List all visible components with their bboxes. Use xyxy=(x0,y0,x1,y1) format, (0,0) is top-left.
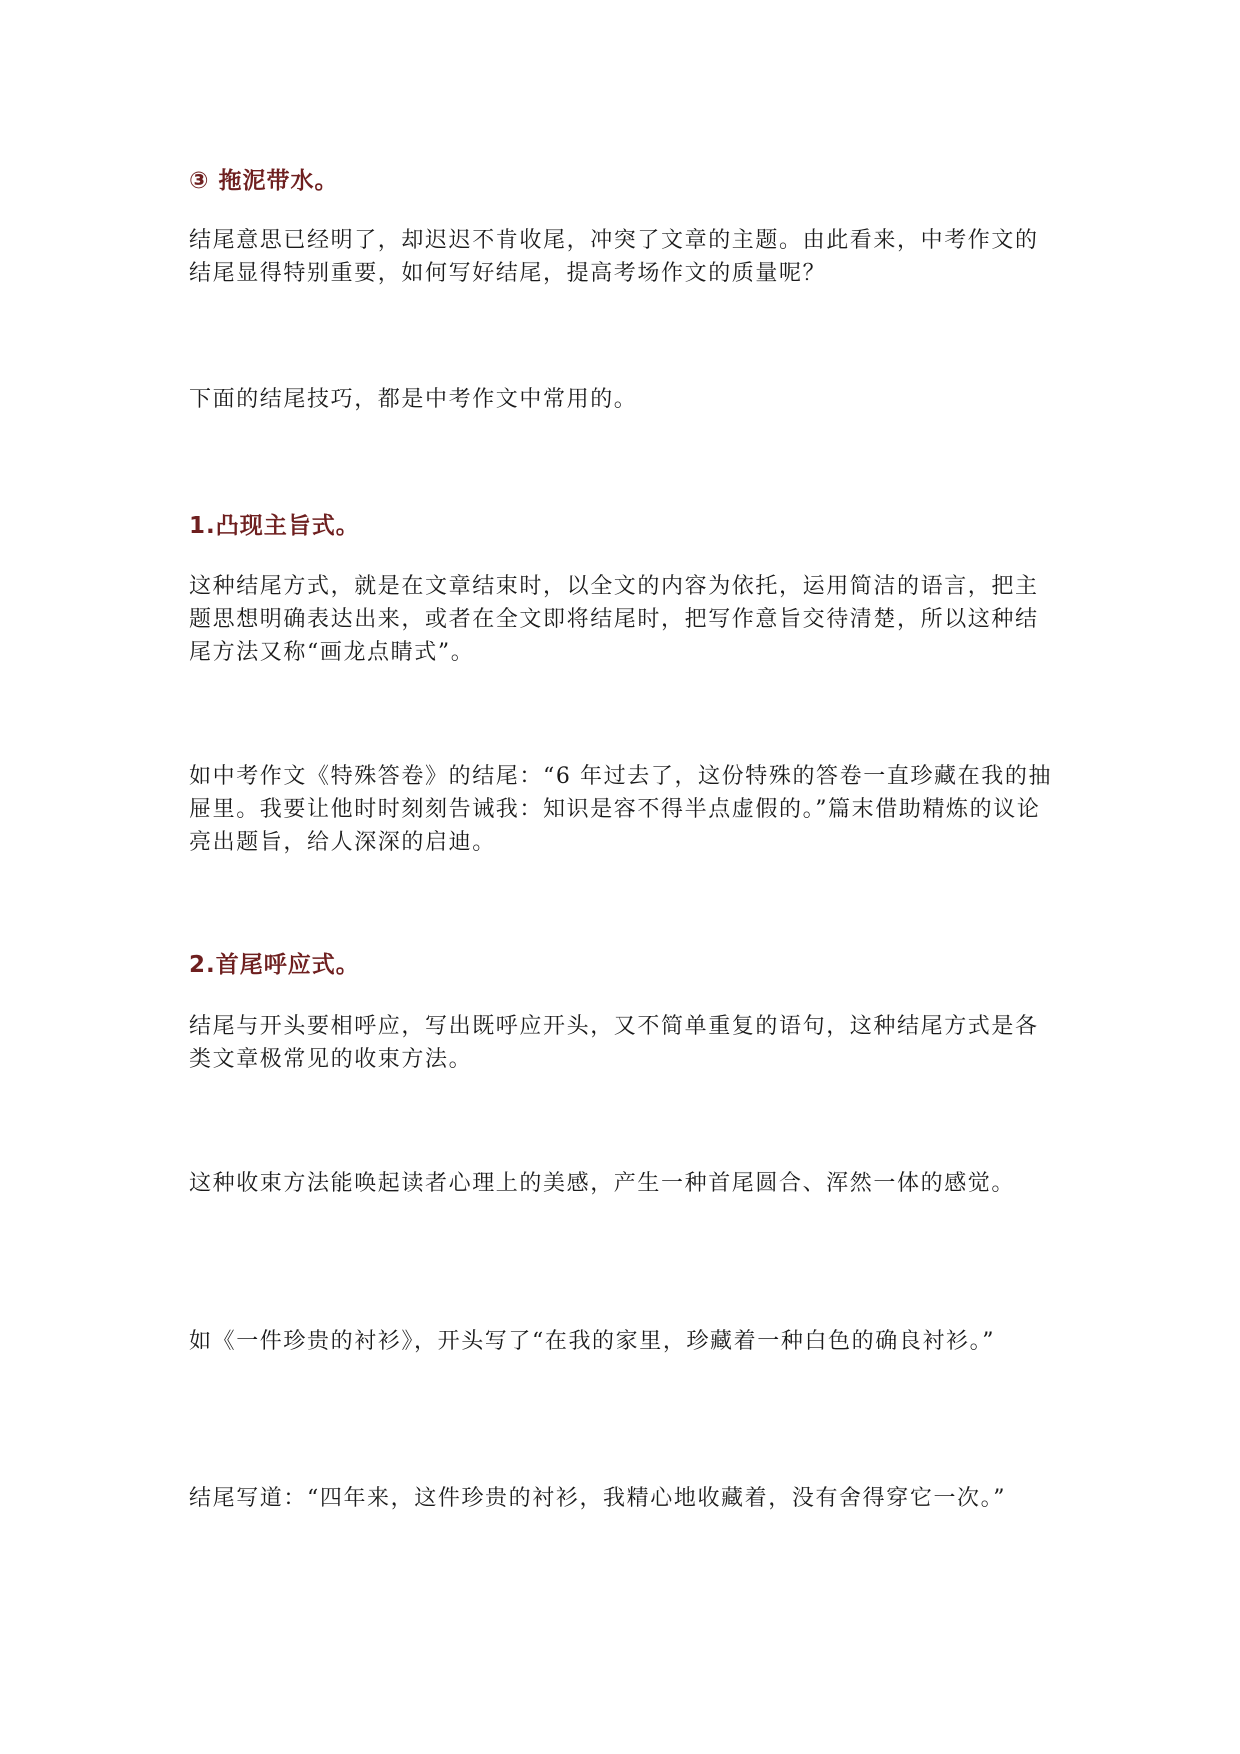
paragraph-section-2-explanation: 结尾与开头要相呼应，写出既呼应开头，又不简单重复的语句，这种结尾方式是各类文章极常见的收束方法。 xyxy=(189,1014,1039,1072)
paragraph-section-2-effect: 这种收束方法能唤起读者心理上的美感，产生一种首尾圆合、浑然一体的感觉。 xyxy=(189,1171,1016,1196)
paragraph-section-1-example: 如中考作文《特殊答卷》的结尾：“6 年过去了，这份特殊的答卷一直珍藏在我的抽屉里。我要让他时时刻刻告诫我：知识是容不得半点虚假的。”篇末借助精炼的议论亮出题旨，给人深深的启迪。 xyxy=(189,764,1053,855)
paragraph-section-2-example-ending: 结尾写道：“四年来，这件珍贵的衬衫，我精心地收藏着，没有舍得穿它一次。” xyxy=(189,1486,1007,1511)
paragraph-intro-1: 结尾意思已经明了，却迟迟不肯收尾，冲突了文章的主题。由此看来，中考作文的结尾显得特别重要，如何写好结尾，提高考场作文的质量呢？ xyxy=(189,228,1039,286)
paragraph-section-1-explanation: 这种结尾方式，就是在文章结束时，以全文的内容为依托，运用简洁的语言，把主题思想明确表达出来，或者在全文即将结尾时，把写作意旨交待清楚，所以这种结尾方法又称“画龙点睛式”。 xyxy=(189,574,1039,665)
paragraph-section-2-example-opening: 如《一件珍贵的衬衫》，开头写了“在我的家里，珍藏着一种白色的确良衬衫。” xyxy=(189,1329,996,1354)
heading-tuoni-daishui: ③ 拖泥带水。 xyxy=(189,168,339,194)
heading-section-1: 1.凸现主旨式。 xyxy=(189,513,360,539)
heading-section-2: 2.首尾呼应式。 xyxy=(189,952,360,978)
paragraph-intro-2: 下面的结尾技巧，都是中考作文中常用的。 xyxy=(189,387,638,412)
